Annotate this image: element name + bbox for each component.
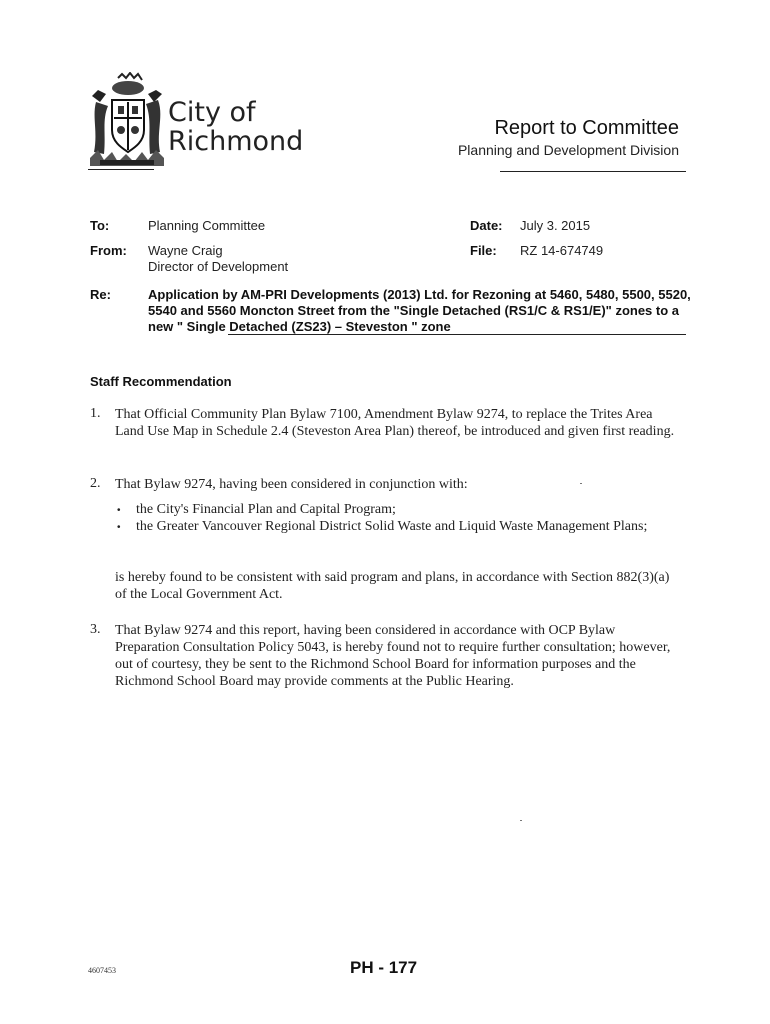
item2-number: 2. <box>90 476 101 491</box>
division-name: Planning and Development Division <box>457 142 679 158</box>
to-label: To: <box>90 218 110 233</box>
item2-followup: is hereby found to be consistent with said program and plans, in accordance with Section 882(3)(a) of the Local Government Act. <box>115 570 670 602</box>
from-title: Director of Development <box>148 259 289 274</box>
from-label: From: <box>90 243 127 258</box>
re-subject: Application by AM-PRI Developments (2013) Ltd. for Rezoning at 5460, 5480, 5500, 5520, 5540 and 5560 Moncton Street from the "Single Detached (RS1/C & RS1/E)" zones to a new " Single Detached (ZS23) – Steveston " zone <box>148 287 691 334</box>
document-id: 4607453 <box>88 966 116 975</box>
bullet-icon: • <box>117 522 121 533</box>
scan-speck <box>520 820 522 821</box>
logo-underline <box>88 169 154 170</box>
item2-bullet1: the City's Financial Plan and Capital Program; <box>136 502 396 517</box>
item3-text: That Bylaw 9274 and this report, having been considered in accordance with OCP Bylaw Preparation Consultation Policy 5043, is hereby found not to require further consultation; however, out of courtesy, they be sent to the Richmond School Board for information purposes and the Richmond School Board may provide comments at the Public Hearing. <box>115 623 671 689</box>
subject-rule <box>228 334 686 335</box>
city-name <box>168 98 303 156</box>
date-value: July 3. 2015 <box>520 218 591 233</box>
date-label: Date: <box>470 218 503 233</box>
from-name: Wayne Craig <box>148 243 223 258</box>
city-name-line2: Richmond <box>168 126 304 157</box>
bullet-icon: • <box>117 505 121 516</box>
page-number: PH - 177 <box>350 958 418 977</box>
item1-text: That Official Community Plan Bylaw 7100, Amendment Bylaw 9274, to replace the Trites Area Land Use Map in Schedule 2.4 (Steveston Area Plan) thereof, be introduced and given first reading. <box>115 407 675 439</box>
city-crest-logo <box>88 72 166 168</box>
report-title: Report to Committee <box>494 117 679 139</box>
city-name-line1: City of <box>168 97 256 128</box>
file-label: File: <box>470 243 497 258</box>
to-value: Planning Committee <box>148 218 266 233</box>
header-rule <box>500 171 686 172</box>
item2-text: That Bylaw 9274, having been considered in conjunction with: <box>115 477 468 492</box>
item1-number: 1. <box>90 406 101 421</box>
re-label: Re: <box>90 287 111 302</box>
scan-speck <box>580 483 582 484</box>
file-value: RZ 14-674749 <box>520 243 604 258</box>
staff-recommendation-heading: Staff Recommendation <box>90 374 232 389</box>
item2-bullet2: the Greater Vancouver Regional District Solid Waste and Liquid Waste Management Plans; <box>136 519 648 534</box>
item3-number: 3. <box>90 622 101 637</box>
